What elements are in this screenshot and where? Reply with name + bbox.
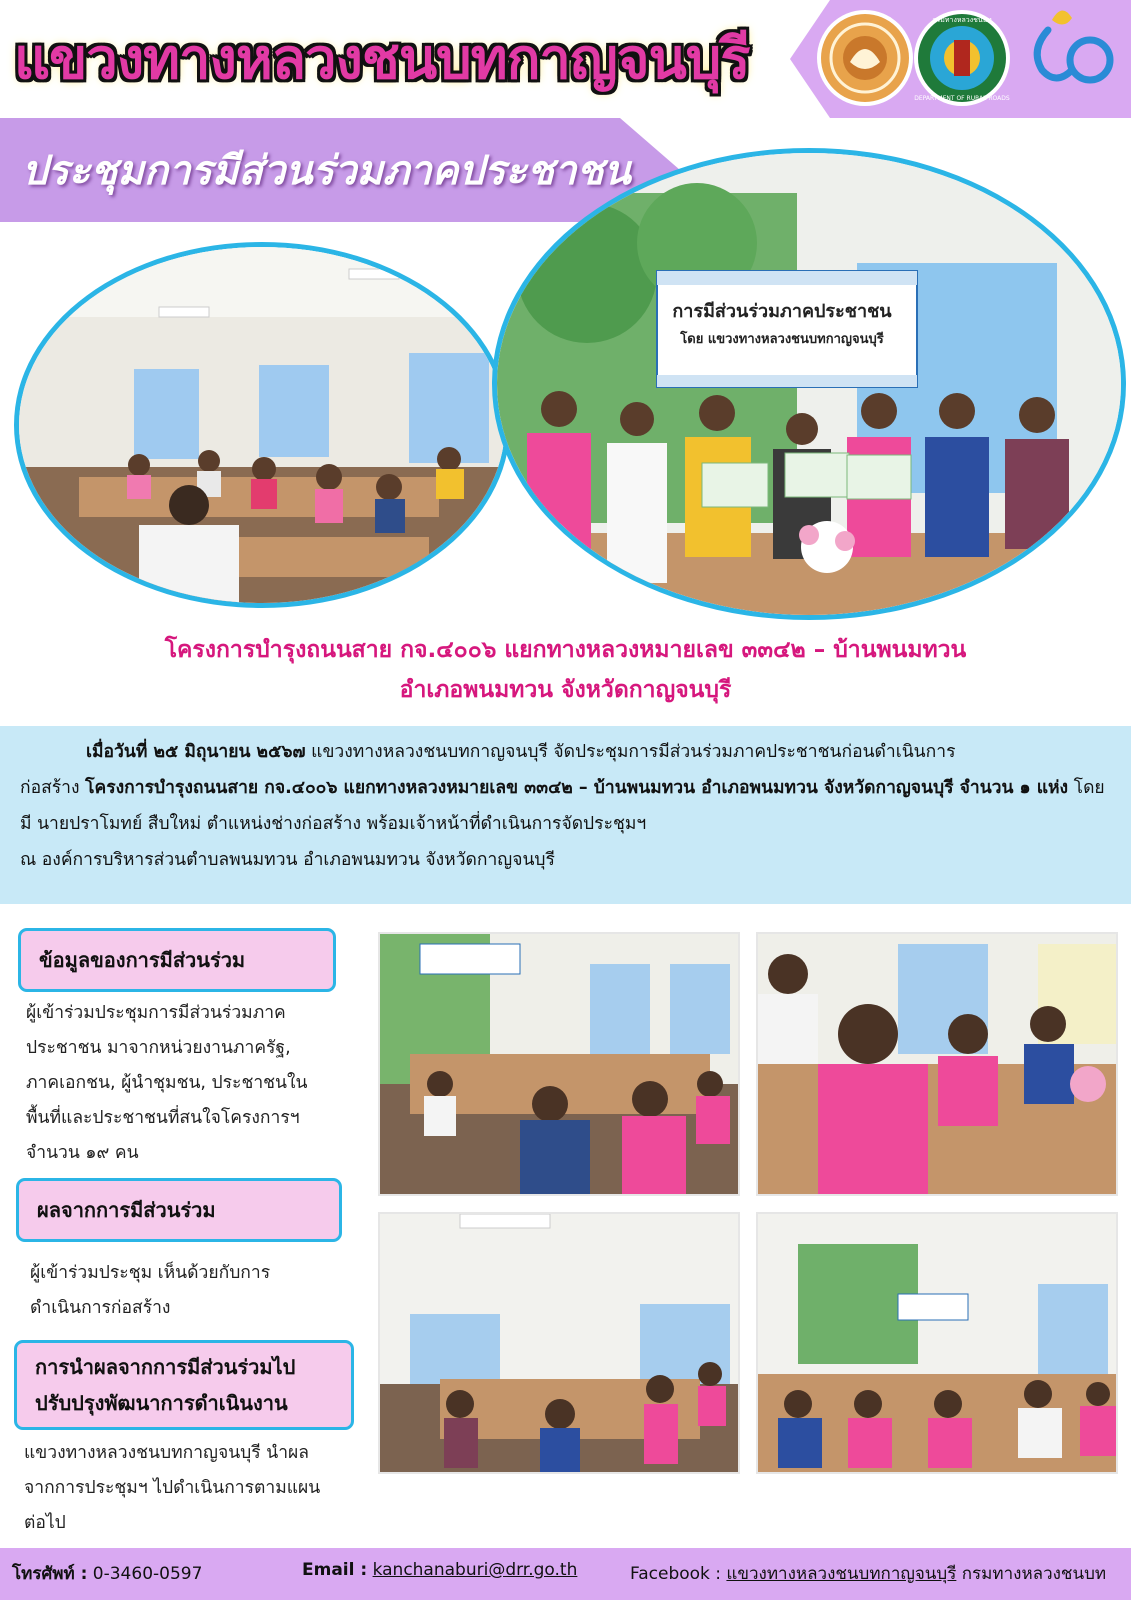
description-text3: โดยมี นายปราโมทย์ สืบใหม่ ตำแหน่งช่างก่อสร้าง พร้อมเจ้าหน้าที่ดำเนินการจัดประชุมฯ [20,778,1105,834]
text-line: ประชาชน มาจากหน่วยงานภาครัฐ, [26,1038,291,1058]
text-line: ดำเนินการก่อสร้าง [30,1298,171,1318]
description-text4: ณ องค์การบริหารส่วนตำบลพนมทวน อำเภอพนมทวน จังหวัดกาญจนบุรี [20,850,555,870]
department-logo-icon [914,10,1010,106]
footer-email [302,1560,577,1580]
footer-email-link[interactable]: kanchanaburi@drr.go.th [372,1560,578,1580]
meeting-photo-2 [756,932,1118,1196]
text-line: ผู้เข้าร่วมประชุม เห็นด้วยกับการ [30,1263,271,1283]
logo-thai-text: กรมทางหลวงชนบท [932,16,992,24]
footer-phone-value: 0-3460-0597 [87,1564,203,1584]
description-date: เมื่อวันที่ ๒๕ มิถุนายน ๒๕๖๗ [86,742,306,762]
page-title: แขวงทางหลวงชนบทกาญจนบุรี [14,27,750,92]
text-line: ภาคเอกชน, ผู้นำชุมชน, ประชาชนใน [26,1073,308,1093]
meeting-room-photo [14,242,510,608]
seal-logo-icon [817,10,913,106]
footer-phone [12,1560,202,1587]
event-banner-line1: การมีส่วนร่วมภาคประชาชน [672,301,892,322]
banner-group-photo [492,148,1126,620]
section-participation-result-body [30,1256,340,1326]
meeting-photo-4 [756,1212,1118,1474]
text-line: พื้นที่และประชาชนที่สนใจโครงการฯ [26,1108,300,1128]
meeting-photo-3 [378,1212,740,1474]
description-text2: ก่อสร้าง [20,778,86,798]
section-improvement-heading: การนำผลจากการมีส่วนร่วมไป ปรับปรุงพัฒนาการดำเนินงาน [14,1340,354,1430]
logo-english-text: DEPARTMENT OF RURAL ROADS [914,95,1010,102]
section-participation-info-heading: ข้อมูลของการมีส่วนร่วม [18,928,336,992]
project-title-line2: อำเภอพนมทวน จังหวัดกาญจนบุรี [399,677,732,703]
project-title [0,630,1131,710]
footer-facebook-link[interactable]: แขวงทางหลวงชนบทกาญจนบุรี [726,1564,957,1584]
event-banner-line2: โดย แขวงทางหลวงชนบทกาญจนบุรี [680,332,884,347]
text-line: จากการประชุมฯ ไปดำเนินการตามแผน [24,1478,321,1498]
footer-facebook [630,1560,1106,1587]
text-line: ผู้เข้าร่วมประชุมการมีส่วนร่วมภาค [26,1003,286,1023]
project-title-line1: โครงการบำรุงถนนสาย กจ.๔๐๐๖ แยกทางหลวงหมายเลข ๓๓๔๒ – บ้านพนมทวน [164,637,967,663]
description-project: โครงการบำรุงถนนสาย กจ.๔๐๐๖ แยกทางหลวงหมายเลข ๓๓๔๒ – บ้านพนมทวน อำเภอพนมทวน จังหวัดกาญจนบุรี จำนวน ๑ แห่ง [85,778,1069,798]
description-text1: แขวงทางหลวงชนบทกาญจนบุรี จัดประชุมการมีส่วนร่วมภาคประชาชนก่อนดำเนินการ [305,742,956,762]
text-line: ต่อไป [24,1513,66,1533]
description-text [20,734,1111,878]
section-participation-info-body [26,996,346,1171]
section-improvement-body [24,1436,354,1541]
page-subtitle: ประชุมการมีส่วนร่วมภาคประชาชน [22,148,631,194]
footer-facebook-label: Facebook : [630,1564,722,1584]
meeting-photo-1 [378,932,740,1196]
footer-email-label: Email : [302,1560,368,1580]
text-line: จำนวน ๑๙ คน [26,1143,139,1163]
text-line: แขวงทางหลวงชนบทกาญจนบุรี นำผล [24,1443,310,1463]
footer-facebook-suffix: กรมทางหลวงชนบท [956,1564,1107,1584]
section-participation-result-heading: ผลจากการมีส่วนร่วม [16,1178,342,1242]
footer-phone-label: โทรศัพท์ : [12,1564,88,1584]
logo-band [790,0,1131,118]
